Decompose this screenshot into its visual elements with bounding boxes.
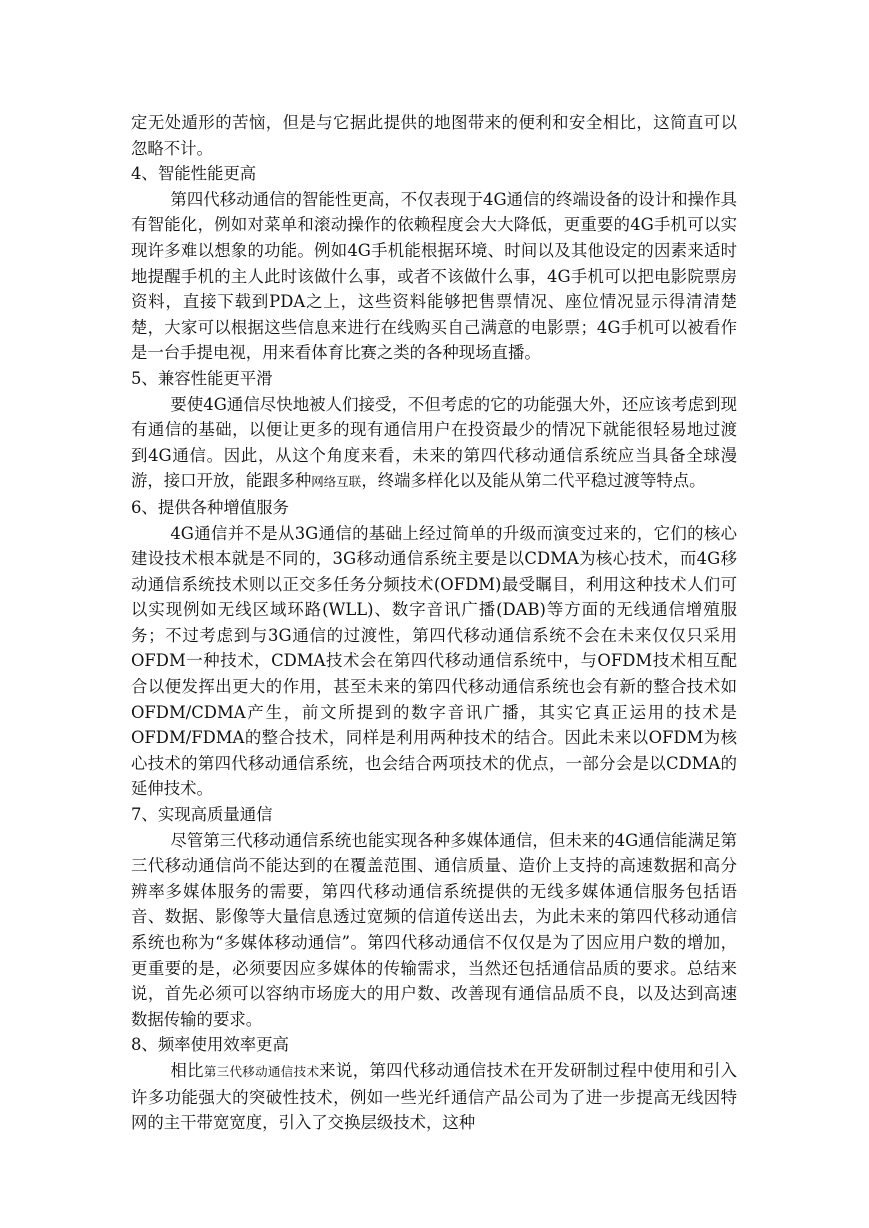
section-body-4: 第四代移动通信的智能性更高，不仅表现于4G通信的终端设备的设计和操作具有智能化，例如对菜单和滚动操作的依赖程度会大大降低，更重要的4G手机可以实现许多难以想象的功能。例如4G手机能根据环境、时间以及其他设定的因素来适时地提醒手机的主人此时该做什么事，或者不该做什么事，4G手机可以把电影院票房资料，直接下载到PDA之上，这些资料能够把售票情况、座位情况显示得清清楚楚，大家可以根据这些信息来进行在线购买自己满意的电影票；4G手机可以被看作是一台手提电视，用来看体育比赛之类的各种现场直播。 (131, 189, 737, 363)
section-body-8 (131, 1058, 737, 1136)
section-heading-4: 4、智能性能更高 (131, 164, 257, 184)
section-body-6: 4G通信并不是从3G通信的基础上经过简单的升级而演变过来的，它们的核心建设技术根本就是不同的，3G移动通信系统主要是以CDMA为核心技术，而4G移动通信系统技术则以正交多任务分频技术(OFDM)最受瞩目，利用这种技术人们可以实现例如无线区域环路(WLL)、数字音讯广播(DAB)等方面的无线通信增殖服务；不过考虑到与3G通信的过渡性，第四代移动通信系统不会在未来仅仅只采用OFDM一种技术，CDMA技术会在第四代移动通信系统中，与OFDM技术相互配合以便发挥出更大的作用，甚至未来的第四代移动通信系统也会有新的整合技术如OFDM/CDMA产生，前文所提到的数字音讯广播，其实它真正运用的技术是OFDM/FDMA的整合技术，同样是利用两种技术的结合。因此未来以OFDM为核心技术的第四代移动通信系统，也会结合两项技术的优点，一部分会是以CDMA的延伸技术。 (131, 523, 737, 799)
section-body-5 (131, 392, 737, 495)
section-body-8-text-a: 相比 (170, 1060, 204, 1080)
section-body-8-text-b: 来说，第四代移动通信技术在开发研制过程中使用和引入许多功能强大的突破性技术，例如一些光纤通信产品公司为了进一步提高无线因特网的主干带宽宽度，引入了交换层级技术，这种 (131, 1060, 738, 1133)
section-body-5-text-b: ，终端多样化以及能从第二代平稳过渡等特点。 (361, 471, 706, 491)
section-body-7: 尽管第三代移动通信系统也能实现各种多媒体通信，但未来的4G通信能满足第三代移动通信尚不能达到的在覆盖范围、通信质量、造价上支持的高速数据和高分辨率多媒体服务的需要，第四代移动通信系统提供的无线多媒体通信服务包括语音、数据、影像等大量信息透过宽频的信道传送出去，为此未来的第四代移动通信系统也称为“多媒体移动通信”。第四代移动通信不仅仅是为了因应用户数的增加，更重要的是，必须要因应多媒体的传输需求，当然还包括通信品质的要求。总结来说，首先必须可以容纳市场庞大的用户数、改善现有通信品质不良，以及达到高速数据传输的要求。 (131, 830, 737, 1029)
section-body-5-text-a: 要使4G通信尽快地被人们接受，不但考虑的它的功能强大外，还应该考虑到现有通信的基础，以便让更多的现有通信用户在投资最少的情况下就能很轻易地过渡到4G通信。因此，从这个角度来看，未来的第四代移动通信系统应当具备全球漫游，接口开放，能跟多种 (131, 394, 737, 491)
section-heading-8: 8、频率使用效率更高 (131, 1035, 289, 1055)
lead-paragraph: 定无处遁形的苦恼，但是与它据此提供的地图带来的便利和安全相比，这简直可以忽略不计。 (131, 113, 737, 158)
section-heading-5: 5、兼容性能更平滑 (131, 368, 273, 388)
section-body-8-small-text: 第三代移动通信技术 (203, 1063, 320, 1079)
section-heading-6: 6、提供各种增值服务 (131, 497, 289, 517)
section-body-5-small-text: 网络互联 (311, 474, 362, 490)
document-body (131, 110, 737, 1136)
section-heading-7: 7、实现高质量通信 (131, 805, 273, 825)
